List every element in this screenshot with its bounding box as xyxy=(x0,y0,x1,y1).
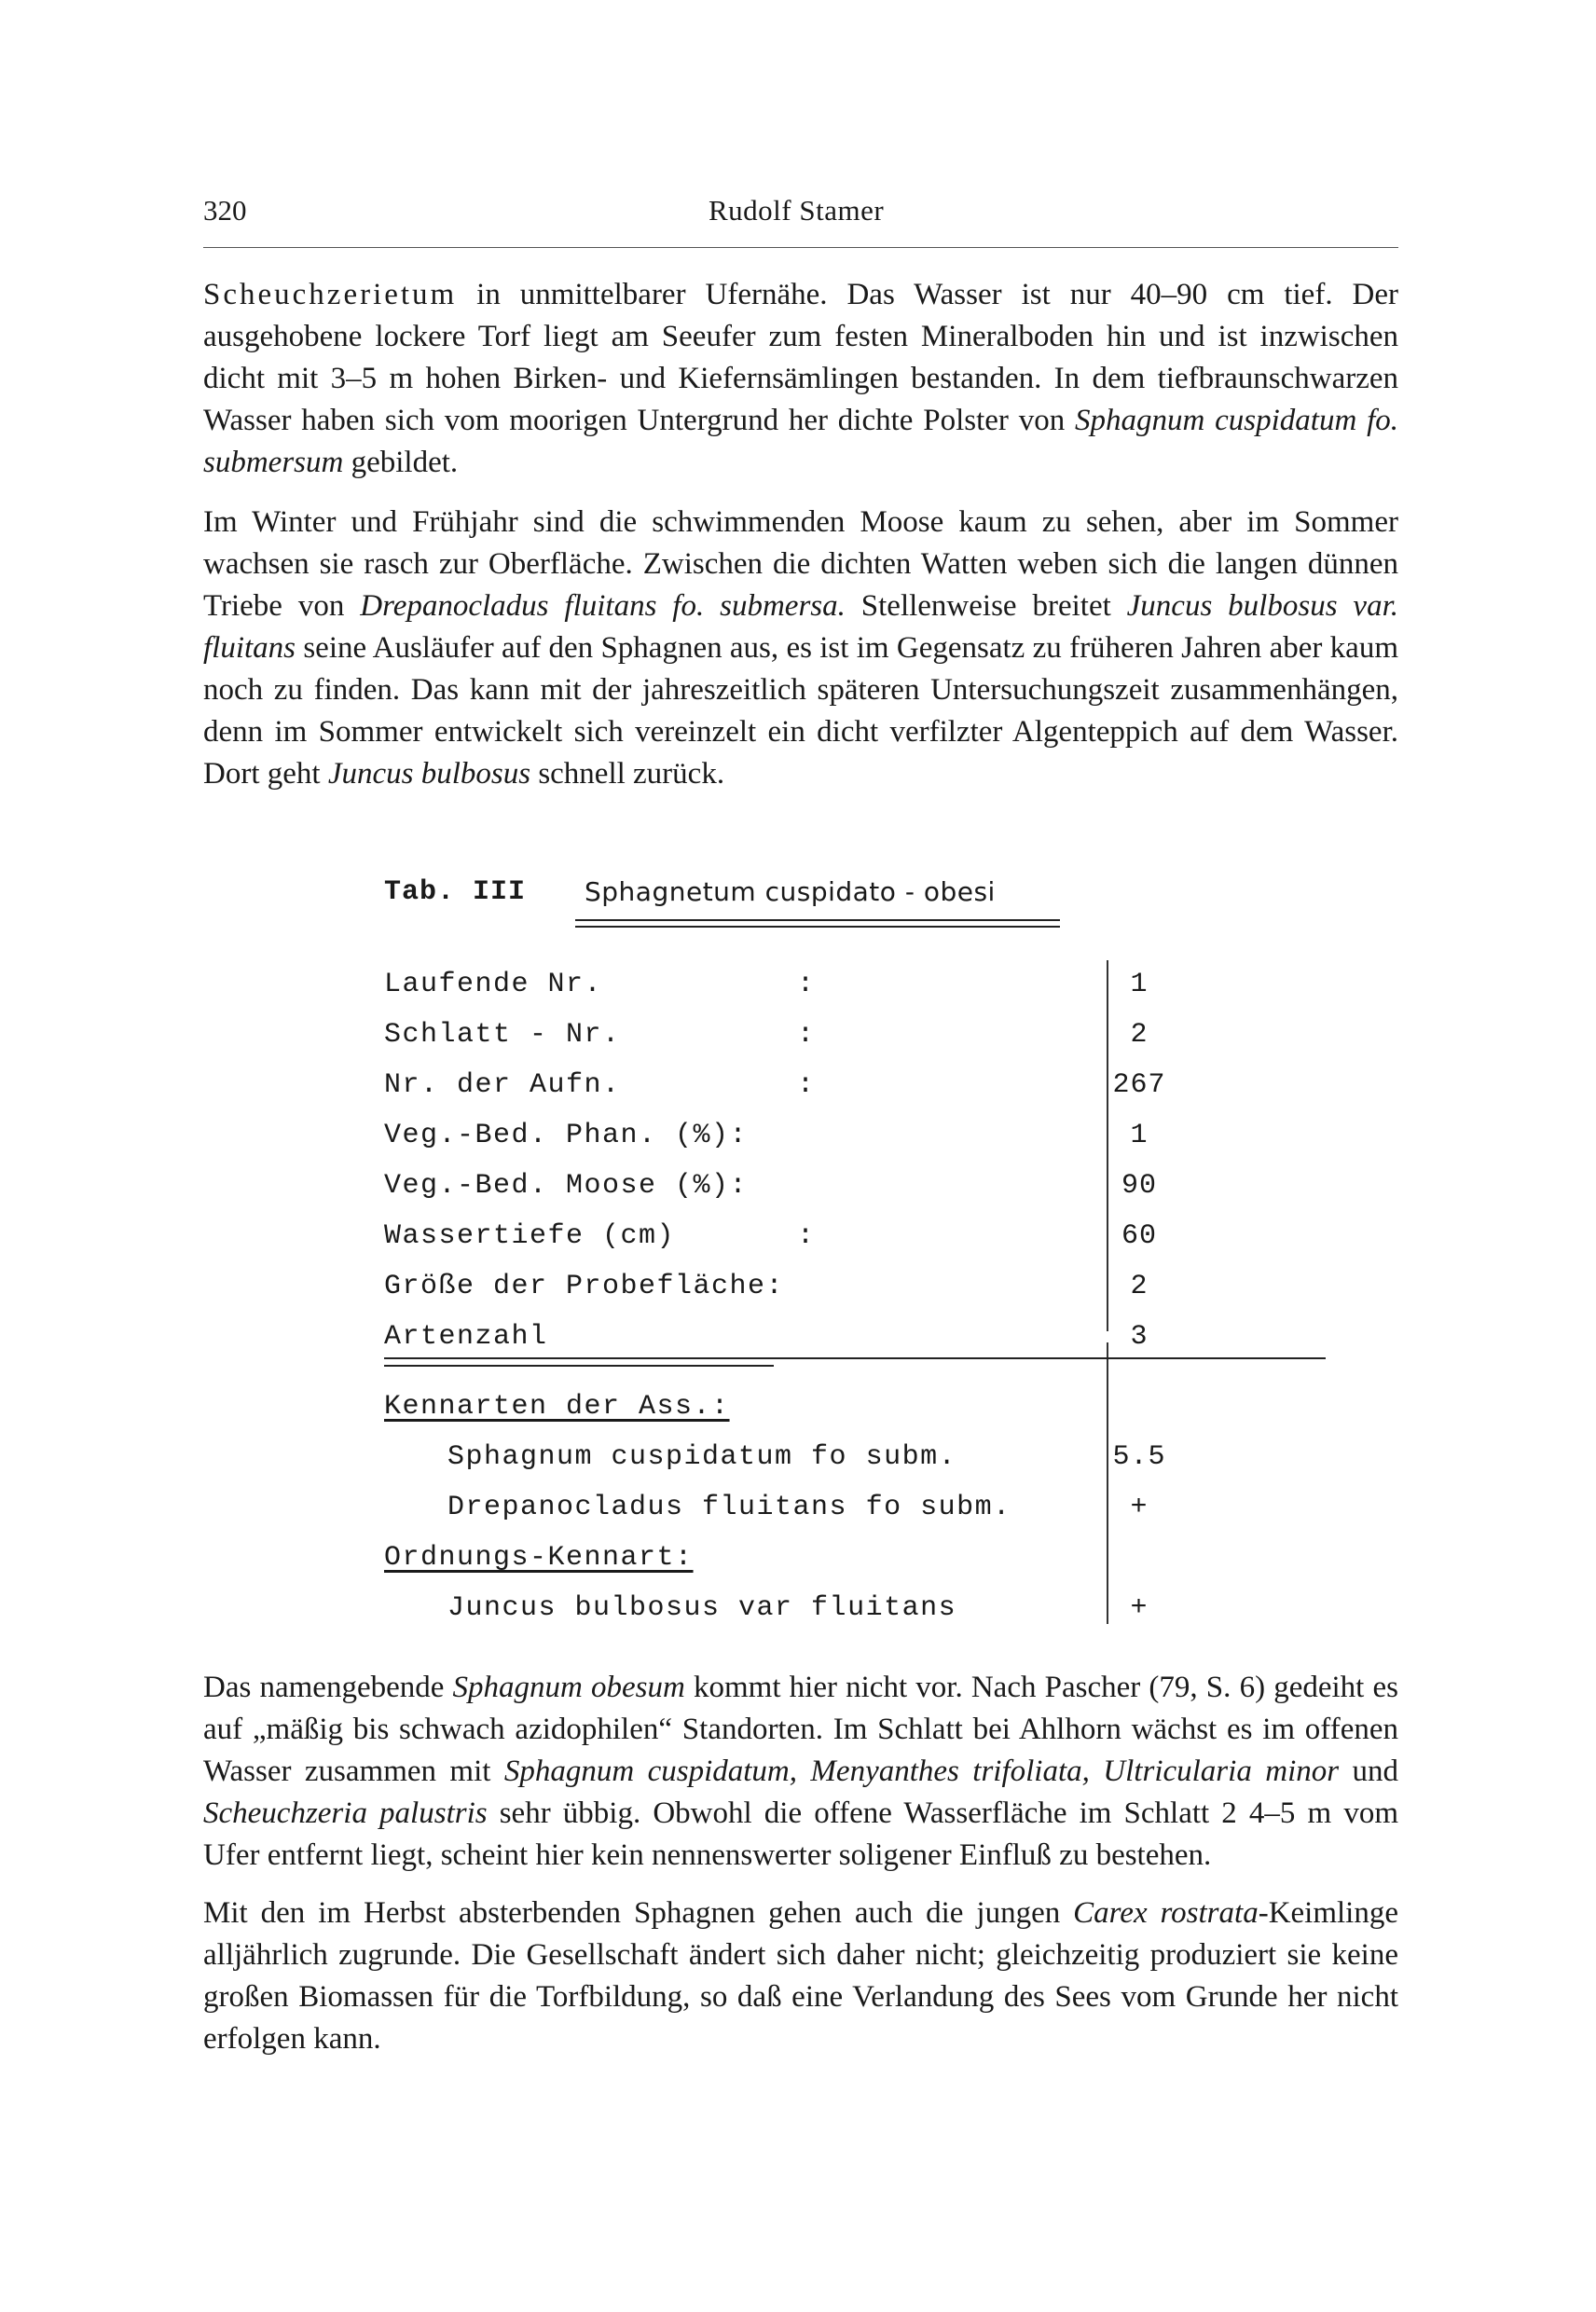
caption-underline-double xyxy=(575,926,1060,928)
species-name: Sphagnum cuspidatum fo subm. xyxy=(447,1441,957,1473)
paragraph-1 xyxy=(203,274,1398,484)
row-value: 1 xyxy=(1130,969,1149,1000)
table-row xyxy=(384,1019,1326,1069)
row-label: Laufende Nr. xyxy=(384,969,603,1000)
running-head: Rudolf Stamer xyxy=(709,194,885,227)
table-rule-lower xyxy=(384,1357,1326,1359)
species-value: + xyxy=(1130,1592,1149,1624)
paragraph-3 xyxy=(203,1667,1398,1877)
table-row xyxy=(384,1069,1326,1120)
paragraph-2-text-c: seine Ausläufer auf den Sphagnen aus, es ist im Gegensatz zu früheren Jahren aber kaum noch zu finden. Das kann mit der jahreszeitlich späteren Untersuchungszeit zusammenhängen, denn im Sommer entwickelt sich vereinzelt ein dicht verfilzter Algenteppich auf dem Wasser. Dort geht xyxy=(203,631,1398,791)
paragraph-2-text-b: Stellenweise breitet xyxy=(845,589,1127,623)
paragraph-2 xyxy=(203,502,1398,795)
species-scheuchzeria: Scheuchzeria palustris xyxy=(203,1796,488,1830)
row-label: Nr. der Aufn. xyxy=(384,1069,621,1101)
table-row xyxy=(384,969,1326,1019)
paragraph-2-text-a: Im Winter und Frühjahr sind die schwimmenden Moose kaum zu sehen, aber im Sommer wachsen sie rasch zur Oberfläche. Zwischen die dichten Watten weben sich die langen dünnen Triebe von xyxy=(203,505,1398,623)
species-carex-rostrata: Carex rostrata xyxy=(1073,1896,1259,1930)
paragraph-4-text-a: Mit den im Herbst absterbenden Sphagnen gehen auch die jungen xyxy=(203,1896,1074,1930)
species-juncus-bulbosus: Juncus bulbosus xyxy=(327,757,531,791)
table-row xyxy=(384,1120,1326,1170)
row-label: Schlatt - Nr. xyxy=(384,1019,621,1051)
group-title: Kennarten der Ass.: xyxy=(384,1391,730,1423)
table-row xyxy=(384,1492,1326,1542)
row-label: Veg.-Bed. Phan. (%): xyxy=(384,1120,749,1151)
table-caption-label: Tab. III xyxy=(384,876,527,908)
table-row xyxy=(384,1271,1326,1321)
paragraph-2-end: schnell zurück. xyxy=(530,757,725,791)
paragraph-1-text: in unmittelbarer Ufernähe. Das Wasser ist nur 40–90 cm tief. Der ausgehobene lockere Torf liegt am Seeufer zum festen Mineralboden hin und ist inzwischen dicht mit 3–5 m hohen Birken- und Kiefernsämlingen bestanden. In dem tiefbraunschwarzen Wasser haben sich vom moorigen Untergrund her dichte Polster von xyxy=(203,278,1398,437)
paragraph-4 xyxy=(203,1892,1398,2060)
species-juncus-var-fluitans: Juncus bulbosus var. fluitans xyxy=(203,589,1399,665)
row-colon: : xyxy=(797,1220,815,1252)
table-row xyxy=(384,1592,1326,1643)
table-caption xyxy=(384,876,996,908)
paragraph-3-text-b: kommt hier nicht vor. Nach Pascher (79, S. 6) gedeiht es auf „mäßig bis schwach azidophilen“ Standorten. Im Schlatt bei Ahlhorn wächst es im offenen Wasser zusammen mit xyxy=(203,1671,1398,1788)
species-sphagnum-obesum: Sphagnum obesum xyxy=(452,1671,685,1704)
header-rule xyxy=(203,247,1398,248)
group-title: Ordnungs-Kennart: xyxy=(384,1542,694,1574)
row-value: 1 xyxy=(1130,1120,1149,1151)
row-colon: : xyxy=(797,1019,815,1051)
term-scheuchzerietum: Scheuchzerietum xyxy=(203,278,458,311)
paragraph-3-text-a: Das namengebende xyxy=(203,1671,453,1704)
paragraph-4-end: -Keimlinge alljährlich zugrunde. Die Gesellschaft ändert sich daher nicht; gleichzeitig produziert sie keine großen Biomassen für die Torfbildung, so daß eine Verlandung des Sees vom Grunde her nicht erfolgen kann. xyxy=(203,1896,1398,2056)
species-value: 5.5 xyxy=(1112,1441,1166,1473)
species-list: Sphagnum cuspidatum, Menyanthes trifoliata, Ultricularia minor xyxy=(503,1755,1340,1788)
species-name: Drepanocladus fluitans fo subm. xyxy=(447,1492,1011,1523)
table-row xyxy=(384,1321,1326,1371)
species-value: + xyxy=(1130,1492,1149,1523)
table-row xyxy=(384,1391,1326,1441)
row-label: Artenzahl xyxy=(384,1321,548,1353)
species-drepanocladus: Drepanocladus fluitans fo. submersa. xyxy=(360,589,846,623)
row-value: 60 xyxy=(1121,1220,1157,1252)
row-value: 90 xyxy=(1121,1170,1157,1202)
table-caption-title: Sphagnetum cuspidato - obesi xyxy=(585,876,996,907)
row-value: 3 xyxy=(1130,1321,1149,1353)
page-number: 320 xyxy=(203,194,247,227)
paragraph-3-text-c: und xyxy=(1339,1755,1398,1788)
table-row xyxy=(384,1441,1326,1492)
caption-underline xyxy=(575,919,1060,921)
row-value: 2 xyxy=(1130,1271,1149,1302)
paragraph-1-end: gebildet. xyxy=(343,446,459,479)
row-label: Größe der Probefläche: xyxy=(384,1271,785,1302)
row-label: Wassertiefe (cm) xyxy=(384,1220,676,1252)
row-colon: : xyxy=(797,1069,815,1101)
species-sphagnum-cuspidatum: Sphagnum cuspidatum fo. submersum xyxy=(203,404,1398,479)
row-value: 267 xyxy=(1112,1069,1166,1101)
row-value: 2 xyxy=(1130,1019,1149,1051)
row-label: Veg.-Bed. Moose (%): xyxy=(384,1170,749,1202)
table-row xyxy=(384,1170,1326,1220)
table-row xyxy=(384,1220,1326,1271)
row-colon: : xyxy=(797,969,815,1000)
table-row xyxy=(384,1542,1326,1592)
species-name: Juncus bulbosus var fluitans xyxy=(447,1592,957,1624)
table-rule-short xyxy=(384,1365,774,1367)
paragraph-3-end: sehr übbig. Obwohl die offene Wasserfläche im Schlatt 2 4–5 m vom Ufer entfernt liegt, scheint hier kein nennenswerter soligener Einfluß zu bestehen. xyxy=(203,1796,1398,1872)
